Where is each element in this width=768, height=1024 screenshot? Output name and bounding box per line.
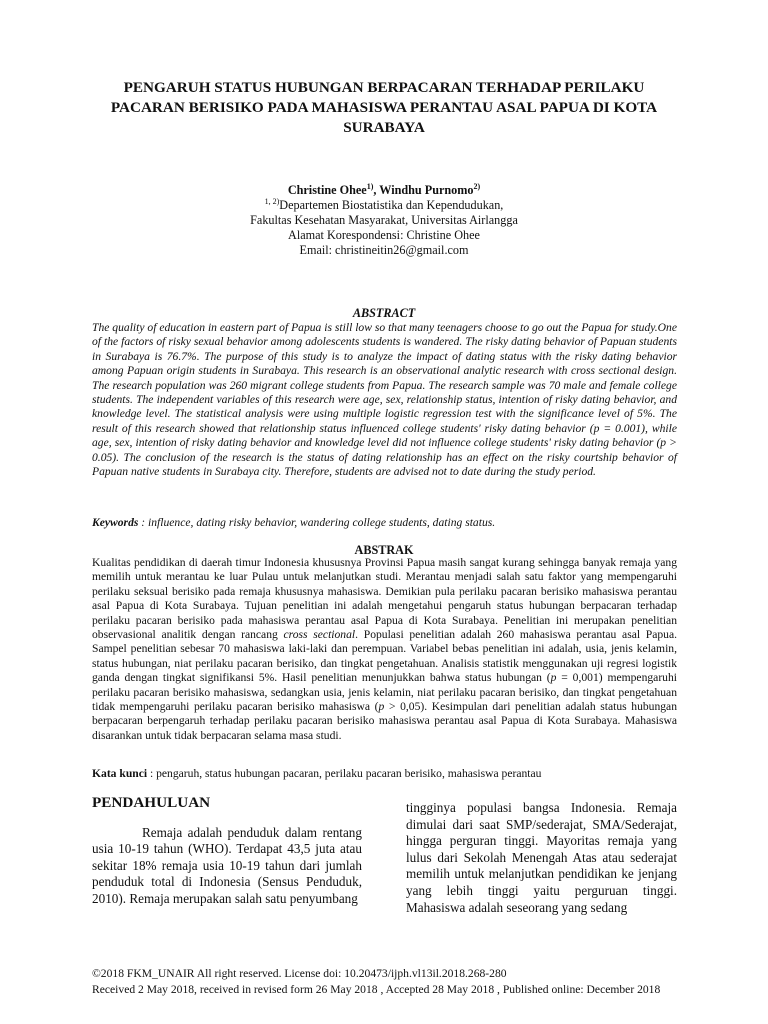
- affiliation-marker: 1, 2): [264, 196, 280, 206]
- intro-left-column: [92, 795, 362, 908]
- author-affiliation-marker: 1): [366, 181, 374, 191]
- intro-paragraph: Remaja adalah penduduk dalam rentang usia 10-19 tahun (WHO). Terdapat 43,5 juta atau sekitar 18% remaja usia 10-19 tahun dari jumlah penduduk total di Indonesia (Sensus Penduduk, 2010). Remaja merupakan salah satu penyumbang: [92, 824, 362, 906]
- abstrak-body: [92, 556, 677, 743]
- abstrak-heading: ABSTRAK: [354, 543, 414, 557]
- affiliation-department: [140, 198, 628, 213]
- title-line: PACARAN BERISIKO PADA MAHASISWA PERANTAU ASAL PAPUA DI KOTA: [110, 99, 658, 116]
- kata-kunci: [92, 767, 677, 781]
- keywords: [92, 516, 677, 530]
- abstrak-text: = 0,001) mempengaruhi perilaku pacaran berisiko mahasiswa, sedangkan usia, jenis kelamin, niat perilaku pacaran berisiko, dan tingkat pengetahuan tidak mempengaruhi perilaku pacaran berisiko mahasiswa (: [92, 671, 677, 714]
- author-affiliation-marker: 2): [473, 181, 481, 191]
- keywords-text: : influence, dating risky behavior, wandering college students, dating status.: [138, 516, 496, 529]
- abstrak-italic-term: p: [378, 700, 385, 714]
- abstract-body: The quality of education in eastern part of Papua is still low so that many teenagers choose to go out the Papua for study.One of the factors of risky sexual behavior among adolescents students is wandered. The risky dating behavior of Papuan students in Surabaya is 76.7%. The purpose of this study is to analyze the impact of dating status with the risky dating behavior among Papuan origin students in Surabaya. This research is an observational analytic research with cross sectional design. The research population was 260 migrant college students from Papua. The research sample was 70 male and female college students. The independent variables of this research were age, sex, relationship status, intention of risky dating behavior, and knowledge level. The statistical analysis were using multiple logistic regression test with the significance level of 5%. The result of this research showed that relationship status influenced college students' risky dating behavior (p = 0.001), while age, sex, intention of risky dating behavior and knowledge level did not influence college students' risky dating behavior (p > 0.05). The conclusion of the research is the status of dating relationship has an effect on the risky courtship behavior of Papuan native students in Surabaya city. Therefore, students are advised not to date during the study period.: [92, 321, 677, 479]
- keywords-label: Keywords: [92, 516, 139, 529]
- title-line: PENGARUH STATUS HUBUNGAN BERPACARAN TERHADAP PERILAKU: [123, 79, 645, 96]
- abstrak-italic-term: p: [550, 671, 557, 685]
- abstrak-text: > 0,05). Kesimpulan dari penelitian adalah status hubungan berpacaran berpengaruh terhadap perilaku pacaran berisiko mahasiswa perantau asal Papua di Kota Surabaya. Mahasiswa disarankan untuk tidak berpacaran selama masa studi.: [92, 700, 677, 742]
- correspondence-email: Email: christineitin26@gmail.com: [299, 243, 469, 257]
- author-name: Christine Ohee: [287, 183, 367, 197]
- copyright-line: ©2018 FKM_UNAIR All right reserved. License doi: 10.20473/ijph.vl13il.2018.268-280: [92, 967, 507, 980]
- section-heading: PENDAHULUAN: [92, 794, 211, 811]
- author-block: [140, 183, 628, 258]
- author-separator: ,: [373, 183, 380, 197]
- kata-kunci-text: : pengaruh, status hubungan pacaran, perilaku pacaran berisiko, mahasiswa perantau: [147, 767, 542, 780]
- paper-title: [80, 78, 688, 138]
- title-line: SURABAYA: [343, 119, 425, 136]
- author-names: [140, 183, 628, 198]
- author-name: Windhu Purnomo: [379, 183, 474, 197]
- kata-kunci-label: Kata kunci: [92, 767, 148, 780]
- abstrak-italic-term: cross sectional: [283, 628, 356, 642]
- abstract-heading: ABSTRACT: [352, 306, 416, 320]
- abstrak-text: Kualitas pendidikan di daerah timur Indonesia khususnya Provinsi Papua masih sangat kurang sehingga banyak remaja yang memilih untuk merantau ke luar Pulau untuk melanjutkan studi. Merantau menjadi salah satu faktor yang mempengaruhi perilaku seksual berisiko pada remaja khususnya mahasiswa. Demikian pula perilaku pacaran berisiko mahasiswa perantau asal Papua di Kota Surabaya. Tujuan penelitian ini adalah mengetahui pengaruh status hubungan berpacaran terhadap perilaku pacaran berisiko pada mahasiswa perantau asal Papua di Kota Surabaya. Penelitian ini merupakan penelitian observasional analitik dengan rancang: [92, 556, 677, 642]
- affiliation-text: Departemen Biostatistika dan Kependudukan,: [279, 198, 504, 212]
- publication-dates: Received 2 May 2018, received in revised form 26 May 2018 , Accepted 28 May 2018 , Published online: December 2018: [92, 982, 661, 996]
- correspondence-address: Alamat Korespondensi: Christine Ohee: [288, 228, 480, 242]
- intro-right-column: tingginya populasi bangsa Indonesia. Remaja dimulai dari saat SMP/sederajat, SMA/Sederajat, hingga perguran tinggi. Mayoritas remaja yang lulus dari Sekolah Menengah Atas atau sederajat memilih untuk melanjutkan pendidikan ke jenjang yang lebih tinggi yaitu perguruan tinggi. Mahasiswa adalah seseorang yang sedang: [406, 800, 677, 915]
- page-footer: [92, 966, 677, 997]
- abstrak-text: . Populasi penelitian adalah 260 mahasiswa perantau asal Papua. Sampel penelitian sebesar 70 mahasiswa laki-laki dan perempuan. Variabel bebas penelitian ini adalah, usia, jenis kelamin, status hubungan, niat perilaku pacaran berisiko, dan tingkat pengetahuan. Analisis statistik menggunakan uji regresi logistik ganda dengan tingkat signifikansi 5%. Hasil penelitian menunjukkan bahwa status hubungan (: [92, 628, 678, 685]
- affiliation-faculty: Fakultas Kesehatan Masyarakat, Universitas Airlangga: [250, 213, 518, 227]
